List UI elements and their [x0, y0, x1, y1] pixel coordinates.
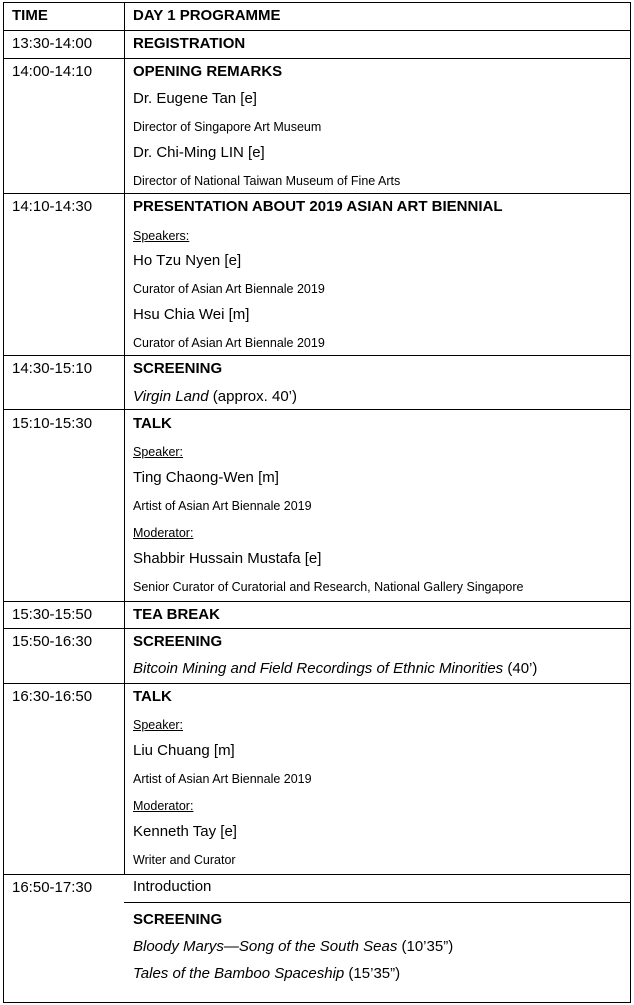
row-time: 15:30-15:50: [12, 606, 93, 623]
row-divider: [3, 874, 631, 875]
person-name: Shabbir Hussain Mustafa [e]: [133, 550, 322, 567]
row-divider: [124, 902, 631, 903]
person-name: Kenneth Tay [e]: [133, 823, 237, 840]
film-entry: [133, 965, 400, 983]
moderator-label: Moderator:: [133, 526, 194, 540]
row-time: 13:30-14:00: [12, 35, 93, 52]
person-role: Writer and Curator: [133, 853, 236, 867]
person-role: Senior Curator of Curatorial and Research, National Gallery Singapore: [133, 580, 524, 594]
row-time: 15:10-15:30: [12, 415, 93, 432]
row-divider: [3, 628, 631, 629]
film-entry: [133, 388, 297, 406]
row-title: SCREENING: [133, 911, 223, 928]
film-title: Bloody Marys—Song of the South Seas: [133, 938, 398, 955]
row-title: SCREENING: [133, 360, 223, 377]
row-title: TEA BREAK: [133, 606, 220, 623]
film-entry: [133, 938, 453, 956]
moderator-label: Moderator:: [133, 799, 194, 813]
film-duration: (40’): [503, 660, 538, 677]
row-divider: [3, 409, 631, 410]
person-name: Ho Tzu Nyen [e]: [133, 252, 242, 269]
row-title: PRESENTATION ABOUT 2019 ASIAN ART BIENNIAL: [133, 198, 503, 215]
row-divider: [3, 601, 631, 602]
table-border-top: [3, 2, 631, 3]
person-role: Artist of Asian Art Biennale 2019: [133, 772, 312, 786]
film-duration: (15’35”): [344, 965, 401, 982]
row-title: Introduction: [133, 878, 212, 895]
person-role: Artist of Asian Art Biennale 2019: [133, 499, 312, 513]
row-title: TALK: [133, 415, 172, 432]
person-role: Curator of Asian Art Biennale 2019: [133, 282, 325, 296]
row-time: 14:30-15:10: [12, 360, 93, 377]
row-divider: [3, 30, 631, 31]
speakers-label: Speakers:: [133, 229, 190, 243]
table-border-bottom: [3, 1002, 631, 1003]
person-name: Hsu Chia Wei [m]: [133, 306, 250, 323]
speaker-label: Speaker:: [133, 718, 184, 732]
speaker-label: Speaker:: [133, 445, 184, 459]
row-title: TALK: [133, 688, 172, 705]
row-time: 15:50-16:30: [12, 633, 93, 650]
row-title: OPENING REMARKS: [133, 63, 283, 80]
person-name: Liu Chuang [m]: [133, 742, 235, 759]
row-divider: [3, 355, 631, 356]
film-duration: (approx. 40’): [208, 388, 297, 405]
row-divider: [3, 58, 631, 59]
film-entry: [133, 660, 537, 678]
person-role: Director of Singapore Art Museum: [133, 120, 322, 134]
person-name: Dr. Chi-Ming LIN [e]: [133, 144, 265, 161]
row-title: REGISTRATION: [133, 35, 246, 52]
row-title: SCREENING: [133, 633, 223, 650]
row-time: 16:30-16:50: [12, 688, 93, 705]
row-time: 14:00-14:10: [12, 63, 93, 80]
film-title: Virgin Land: [133, 388, 209, 405]
person-role: Curator of Asian Art Biennale 2019: [133, 336, 325, 350]
row-divider: [3, 193, 631, 194]
row-time: 14:10-14:30: [12, 198, 93, 215]
person-role: Director of National Taiwan Museum of Fine Arts: [133, 174, 401, 188]
person-name: Ting Chaong-Wen [m]: [133, 469, 279, 486]
film-title: Tales of the Bamboo Spaceship: [133, 965, 345, 982]
table-border-right: [630, 2, 631, 1003]
column-divider: [124, 2, 125, 875]
row-divider: [3, 683, 631, 684]
header-programme: DAY 1 PROGRAMME: [133, 7, 281, 24]
row-time: 16:50-17:30: [12, 879, 93, 896]
header-time: TIME: [12, 7, 48, 24]
film-duration: (10’35”): [397, 938, 454, 955]
film-title: Bitcoin Mining and Field Recordings of Ethnic Minorities: [133, 660, 504, 677]
table-border-left: [3, 2, 4, 1003]
person-name: Dr. Eugene Tan [e]: [133, 90, 257, 107]
